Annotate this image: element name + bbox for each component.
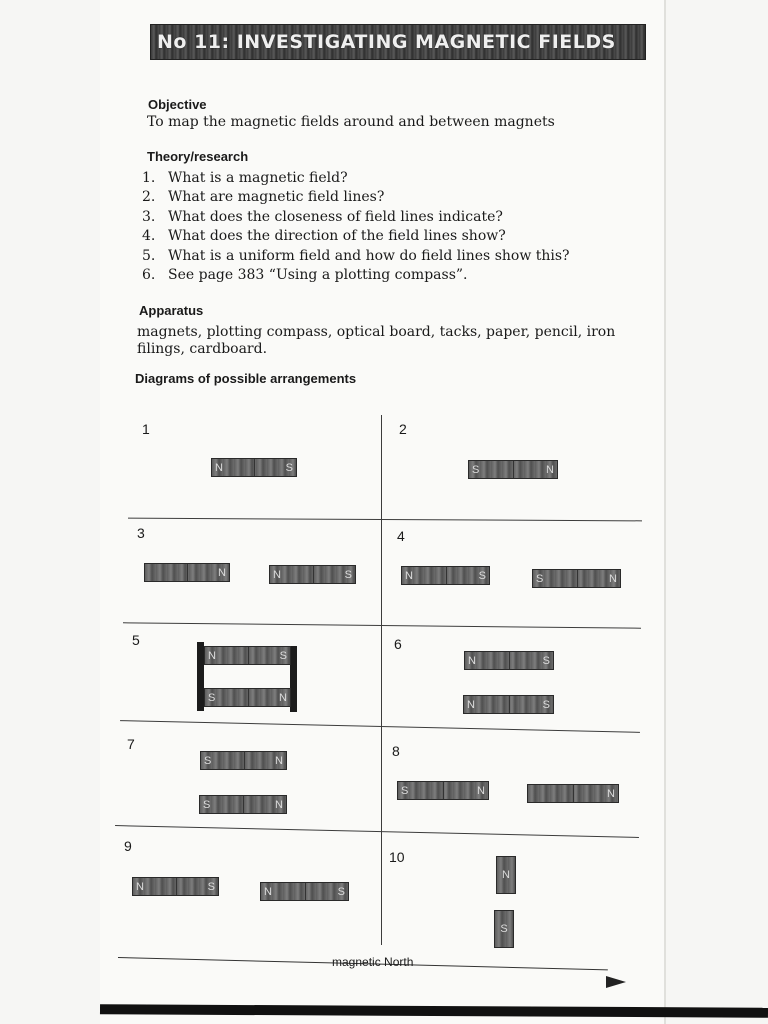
question-number: 1. — [142, 170, 156, 186]
cell-number-2: 2 — [399, 421, 407, 437]
objective-heading: Objective — [148, 97, 207, 112]
south-pole-label: S — [285, 461, 293, 474]
bar-magnet — [199, 795, 287, 814]
page-title: No 11: INVESTIGATING MAGNETIC FIELDS — [157, 31, 616, 53]
iron-yoke-right — [290, 646, 297, 712]
cell-number-8: 8 — [392, 743, 400, 759]
bar-magnet — [211, 458, 297, 477]
south-pole-label: S — [207, 880, 215, 893]
question-item — [142, 248, 612, 267]
north-pole-label: N — [477, 784, 485, 797]
south-pole-label: S — [208, 691, 216, 704]
question-number: 6. — [142, 266, 156, 283]
bar-magnet — [397, 781, 489, 800]
cell-number-1: 1 — [142, 421, 150, 437]
magnetic-north-label: magnetic North — [332, 955, 414, 969]
north-pole-label: N — [218, 566, 226, 579]
diagrams-heading: Diagrams of possible arrangements — [135, 371, 357, 386]
bar-magnet — [532, 569, 621, 588]
iron-yoke-left — [197, 642, 204, 711]
question-text: What does the direction of the field lines show? — [168, 228, 506, 245]
south-pole-label: S — [337, 885, 345, 898]
question-number: 2. — [142, 189, 156, 206]
north-pole-label: N — [275, 754, 283, 767]
north-pole-label: N — [467, 698, 475, 711]
north-pole-label: N — [275, 798, 283, 811]
bar-magnet — [132, 877, 219, 896]
vertical-magnet-north — [496, 856, 516, 894]
bar-magnet — [204, 688, 291, 707]
question-item — [142, 267, 612, 286]
south-pole-label: S — [279, 649, 287, 662]
north-pole-label: N — [215, 461, 223, 474]
page-edge — [664, 0, 666, 1024]
south-pole-label: S — [344, 568, 352, 581]
apparatus-text: magnets, plotting compass, optical board, tacks, paper, pencil, iron filings, cardboard. — [137, 324, 616, 357]
bar-magnet — [401, 566, 490, 585]
bar-magnet — [204, 646, 291, 665]
north-pole-label: N — [136, 880, 144, 893]
north-pole-label: N — [607, 787, 615, 800]
south-pole-label: S — [401, 784, 409, 797]
question-text: See page 383 “Using a plotting compass”. — [168, 266, 468, 283]
north-pole-label: N — [546, 463, 554, 476]
arrowhead-icon — [606, 976, 626, 988]
bar-magnet — [468, 460, 558, 479]
cell-number-3: 3 — [137, 525, 145, 541]
north-pole-label: N — [405, 569, 413, 582]
cell-number-5: 5 — [132, 632, 140, 648]
question-text: What does the closeness of field lines indicate? — [168, 208, 503, 225]
cell-number-10: 10 — [389, 849, 405, 865]
north-pole-label: N — [502, 869, 510, 881]
question-item — [142, 170, 612, 189]
north-pole-label: N — [273, 568, 281, 581]
north-pole-label: N — [468, 654, 476, 667]
title-banner — [150, 24, 646, 60]
question-number: 4. — [142, 228, 156, 245]
bar-magnet — [527, 784, 619, 803]
cell-number-4: 4 — [397, 528, 405, 544]
bar-magnet — [260, 882, 349, 901]
south-pole-label: S — [500, 923, 508, 935]
north-pole-label: N — [279, 691, 287, 704]
question-item — [142, 189, 612, 208]
theory-question-list — [142, 170, 612, 286]
bar-magnet — [464, 651, 554, 670]
south-pole-label: S — [542, 698, 550, 711]
bar-magnet — [200, 751, 287, 770]
north-pole-label: N — [264, 885, 272, 898]
south-pole-label: S — [472, 463, 480, 476]
theory-heading: Theory/research — [147, 149, 249, 164]
cell-number-7: 7 — [127, 736, 135, 752]
question-text: What are magnetic field lines? — [168, 189, 385, 206]
south-pole-label: S — [542, 654, 550, 667]
question-number: 3. — [142, 208, 156, 225]
question-number: 5. — [142, 247, 156, 264]
apparatus-heading: Apparatus — [139, 303, 204, 318]
objective-text: To map the magnetic fields around and between magnets — [147, 114, 555, 130]
north-pole-label: N — [208, 649, 216, 662]
north-pole-label: N — [609, 572, 617, 585]
south-pole-label: S — [478, 569, 486, 582]
vertical-magnet-south — [494, 910, 514, 948]
question-item — [142, 209, 612, 228]
south-pole-label: S — [203, 798, 211, 811]
cell-number-6: 6 — [394, 636, 402, 652]
south-pole-label: S — [536, 572, 544, 585]
cell-number-9: 9 — [124, 838, 132, 854]
question-text: What is a uniform field and how do field lines show this? — [168, 247, 570, 264]
question-item — [142, 228, 612, 247]
bar-magnet — [269, 565, 356, 584]
grid-vertical-line — [381, 415, 382, 945]
bar-magnet — [144, 563, 230, 582]
bar-magnet — [463, 695, 554, 714]
question-text: What is a magnetic field? — [168, 170, 348, 186]
south-pole-label: S — [204, 754, 212, 767]
